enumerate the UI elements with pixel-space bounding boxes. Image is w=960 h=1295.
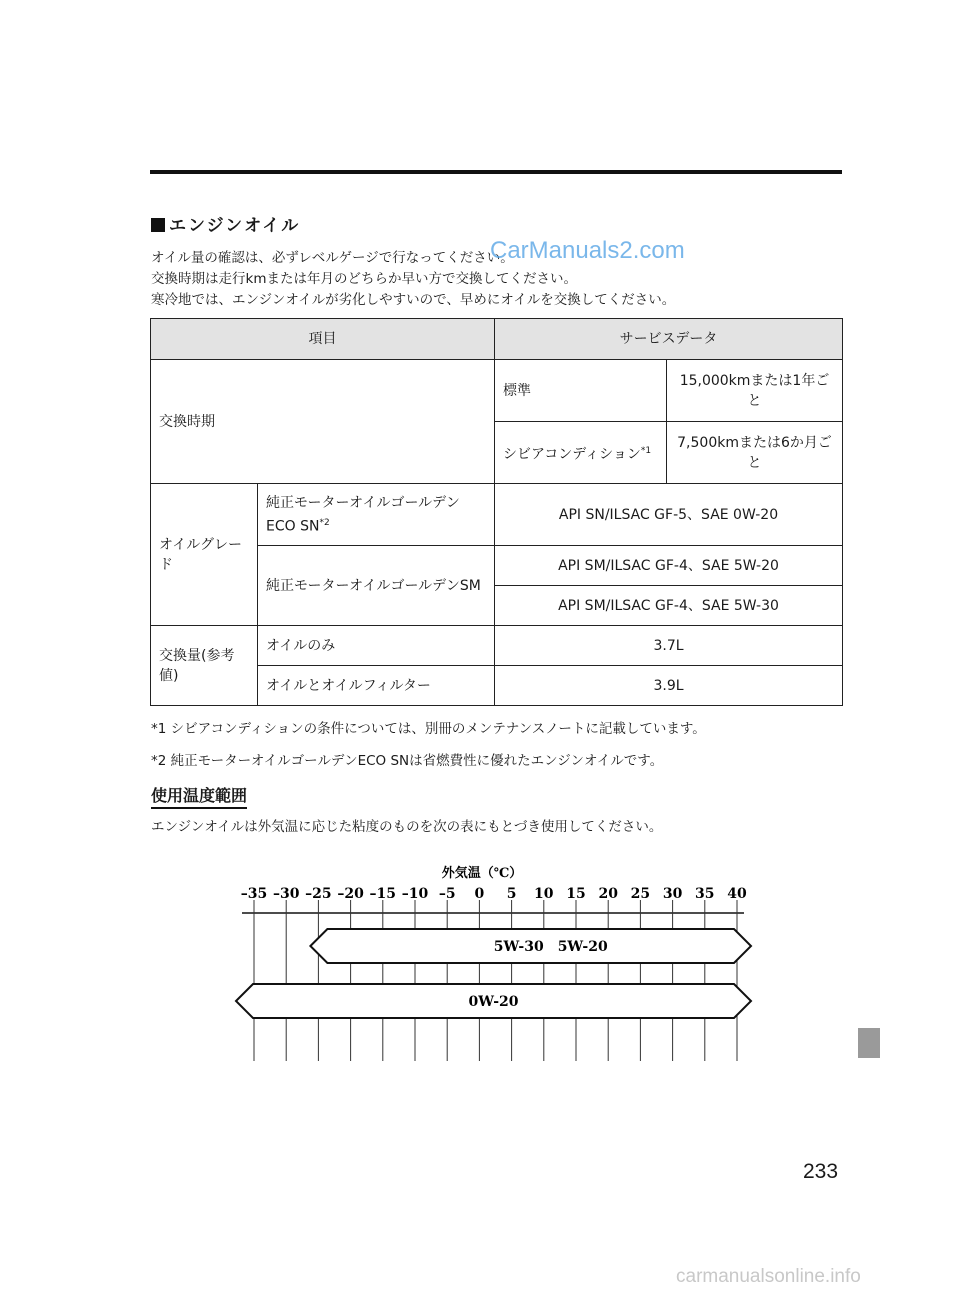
capacity-label: 交換量(参考値) bbox=[151, 626, 258, 706]
usage-title: 使用温度範囲 bbox=[151, 783, 247, 809]
watermark-top: CarManuals2.com bbox=[490, 237, 685, 264]
oil-filter-label: オイルとオイルフィルター bbox=[258, 666, 495, 706]
tick-label: 15 bbox=[566, 886, 586, 902]
tick-label: –10 bbox=[401, 886, 429, 902]
tick-label: 10 bbox=[534, 886, 554, 902]
page-number: 233 bbox=[803, 1160, 839, 1183]
table-row bbox=[151, 626, 843, 666]
genuine-eco-label-text: 純正モーターオイルゴールデンECO SN bbox=[266, 494, 460, 535]
tick-label: 30 bbox=[662, 886, 683, 902]
range-bar-label: 0W-20 bbox=[468, 994, 519, 1010]
tick-labels bbox=[241, 886, 747, 902]
grade-label: オイルグレード bbox=[151, 484, 258, 626]
sm-value-1: API SM/ILSAC GF-4、SAE 5W-20 bbox=[495, 546, 843, 586]
footnote-mark: *1 bbox=[640, 445, 652, 456]
tick-label: –25 bbox=[305, 886, 332, 902]
footnote-mark: *2 bbox=[319, 517, 330, 528]
usage-text: エンジンオイルは外気温に応じた粘度のものを次の表にもとづき使用してください。 bbox=[151, 819, 663, 835]
tick-label: –30 bbox=[272, 886, 300, 902]
side-tab bbox=[858, 1028, 880, 1058]
range-bars bbox=[236, 929, 751, 1018]
interval-label: 交換時期 bbox=[151, 360, 495, 484]
table-row bbox=[151, 484, 843, 546]
top-rule bbox=[150, 170, 842, 174]
genuine-eco-value: API SN/ILSAC GF-5、SAE 0W-20 bbox=[495, 484, 843, 546]
intro-line: 寒冷地では、エンジンオイルが劣化しやすいので、早めにオイルを交換してください。 bbox=[151, 292, 676, 308]
tick-label: 0 bbox=[474, 886, 485, 902]
tick-label: –20 bbox=[337, 886, 364, 902]
chart-title: 外気温（℃） bbox=[441, 866, 523, 881]
sm-value-2: API SM/ILSAC GF-4、SAE 5W-30 bbox=[495, 586, 843, 626]
intro-line: 交換時期は走行kmまたは年月のどちらか早い方で交換してください。 bbox=[151, 271, 577, 287]
header-service-data: サービスデータ bbox=[495, 319, 843, 360]
watermark-footer: carmanualsonline.info bbox=[676, 1266, 861, 1287]
range-bar-label: 5W-30 5W-20 bbox=[493, 939, 608, 955]
tick-label: –15 bbox=[369, 886, 397, 902]
table-header-row bbox=[151, 319, 843, 360]
footnote-2: *2 純正モーターオイルゴールデンECO SNは省燃費性に優れたエンジンオイルです。 bbox=[151, 753, 664, 769]
section-title bbox=[151, 211, 300, 236]
section-title-text: エンジンオイル bbox=[169, 216, 301, 236]
footnote-1: *1 シビアコンディションの条件については、別冊のメンテナンスノートに記載しています。 bbox=[151, 721, 706, 737]
temperature-range-chart bbox=[220, 858, 760, 1068]
square-bullet-icon bbox=[151, 218, 165, 232]
tick-label: 20 bbox=[598, 886, 618, 902]
oil-only-value: 3.7L bbox=[495, 626, 843, 666]
standard-label: 標準 bbox=[495, 360, 667, 422]
tick-label: –35 bbox=[240, 886, 268, 902]
oil-filter-value: 3.9L bbox=[495, 666, 843, 706]
severe-value: 7,500kmまたは6か月ごと bbox=[667, 422, 843, 484]
oil-only-label: オイルのみ bbox=[258, 626, 495, 666]
tick-label: –5 bbox=[438, 886, 456, 902]
severe-label bbox=[495, 422, 667, 484]
tick-label: 35 bbox=[695, 886, 715, 902]
gridlines bbox=[254, 900, 737, 1061]
tick-label: 5 bbox=[506, 886, 517, 902]
genuine-sm-label: 純正モーターオイルゴールデンSM bbox=[258, 546, 495, 626]
service-data-table bbox=[150, 318, 843, 706]
tick-label: 40 bbox=[727, 886, 747, 902]
intro-line: オイル量の確認は、必ずレベルゲージで行なってください。 bbox=[151, 250, 514, 266]
table-row bbox=[151, 360, 843, 422]
genuine-eco-label bbox=[258, 484, 495, 546]
header-item: 項目 bbox=[151, 319, 495, 360]
standard-value: 15,000kmまたは1年ごと bbox=[667, 360, 843, 422]
tick-label: 25 bbox=[630, 886, 651, 902]
severe-label-text: シビアコンディション bbox=[503, 446, 641, 463]
